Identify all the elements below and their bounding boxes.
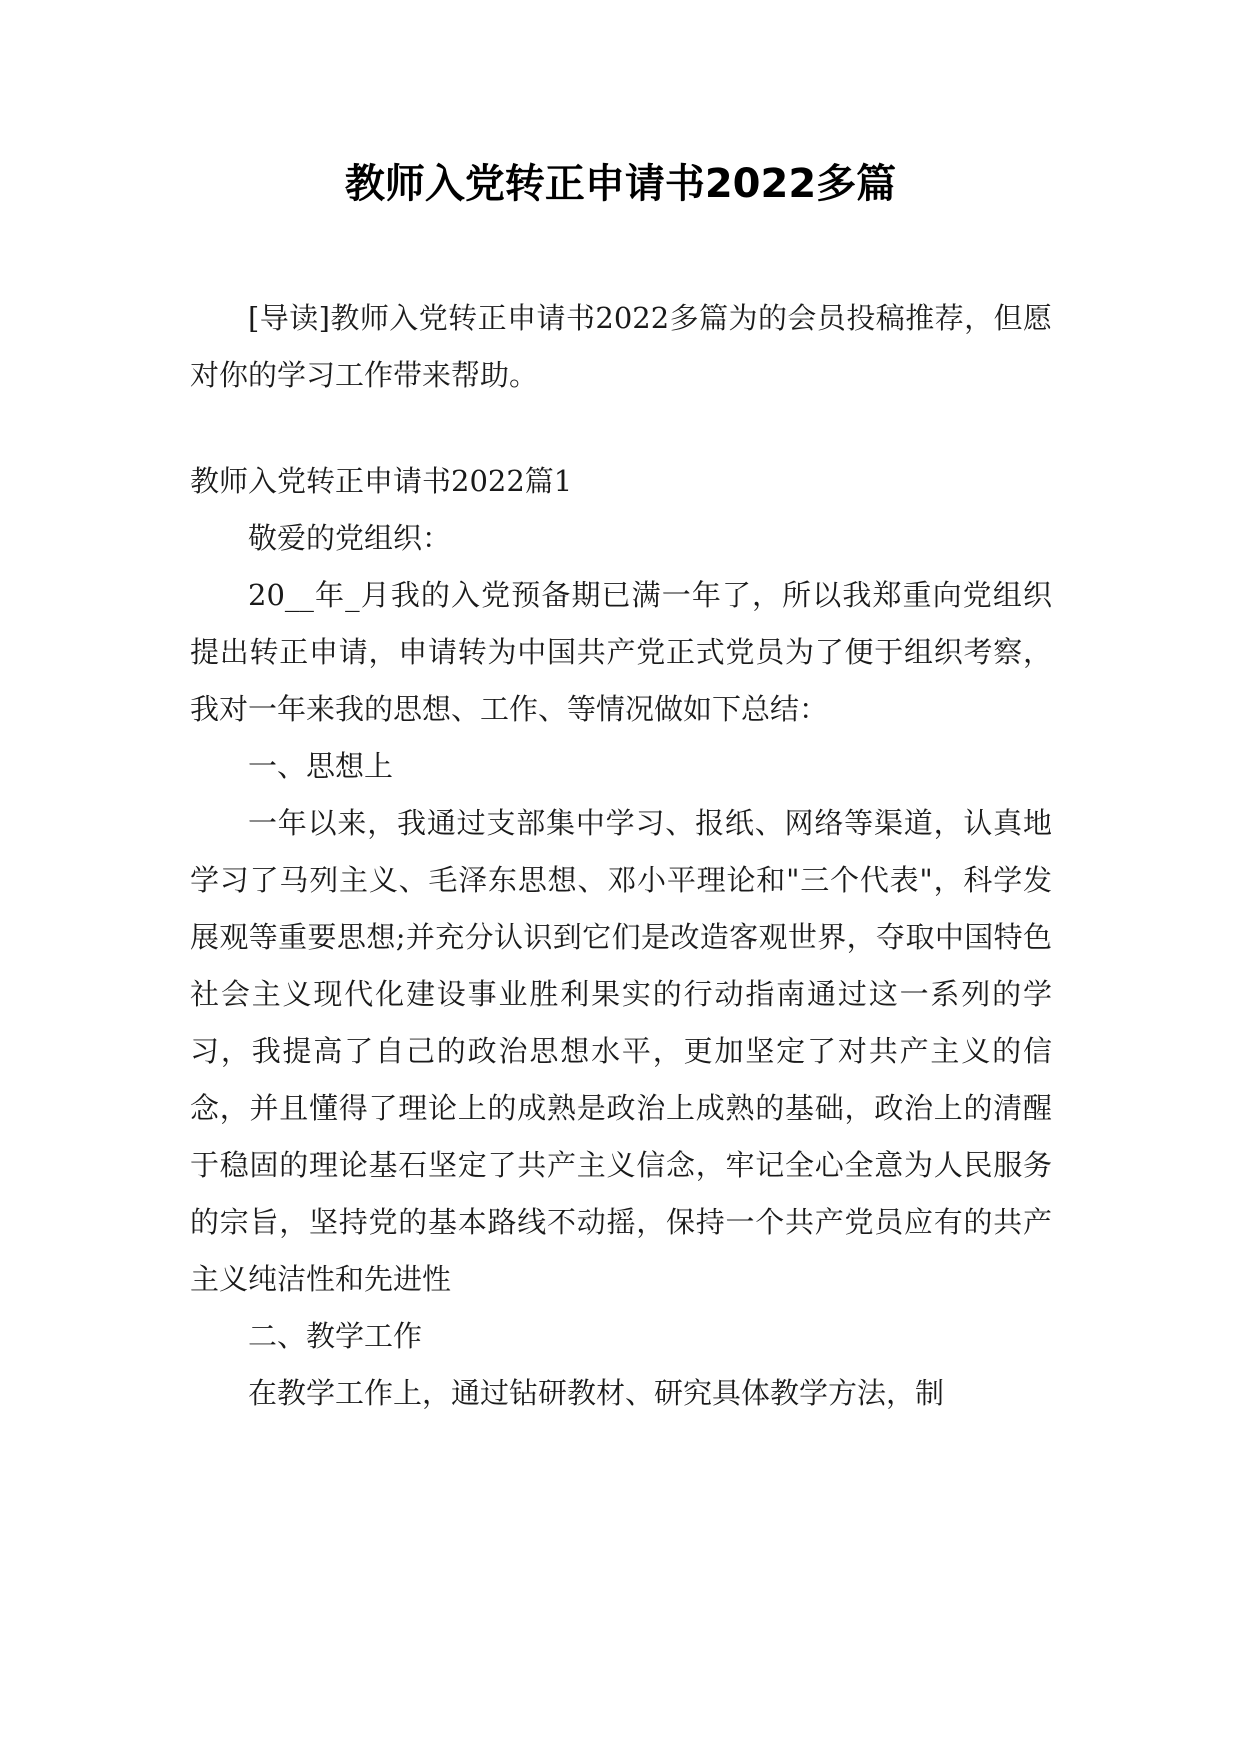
document-body bbox=[190, 290, 1052, 1422]
paragraph-teaching: 在教学工作上，通过钻研教材、研究具体教学方法，制 bbox=[248, 1376, 945, 1410]
subheading-thought: 一、思想上 bbox=[248, 749, 394, 783]
document-title: 教师入党转正申请书2022多篇 bbox=[344, 161, 897, 207]
paragraph-thought: 一年以来，我通过支部集中学习、报纸、网络等渠道，认真地学习了马列主义、毛泽东思想、邓小平理论和"三个代表"，科学发展观等重要思想;并充分认识到它们是改造客观世界，夺取中国特色社会主义现代化建设事业胜利果实的行动指南通过这一系列的学习，我提高了自己的政治思想水平，更加坚定了对共产主义的信念，并且懂得了理论上的成熟是政治上成熟的基础，政治上的清醒于稳固的理论基石坚定了共产主义信念，牢记全心全意为人民服务的宗旨，坚持党的基本路线不动摇，保持一个共产党员应有的共产主义纯洁性和先进性 bbox=[190, 806, 1052, 1296]
paragraph-intro-statement: 20__年_月我的入党预备期已满一年了，所以我郑重向党组织提出转正申请，申请转为中国共产党正式党员为了便于组织考察，我对一年来我的思想、工作、等情况做如下总结： bbox=[190, 578, 1052, 726]
intro-paragraph: [导读]教师入党转正申请书2022多篇为的会员投稿推荐，但愿对你的学习工作带来帮助。 bbox=[190, 301, 1052, 392]
section-heading: 教师入党转正申请书2022篇1 bbox=[190, 464, 573, 498]
salutation: 敬爱的党组织： bbox=[248, 521, 452, 555]
subheading-teaching: 二、教学工作 bbox=[248, 1319, 423, 1353]
